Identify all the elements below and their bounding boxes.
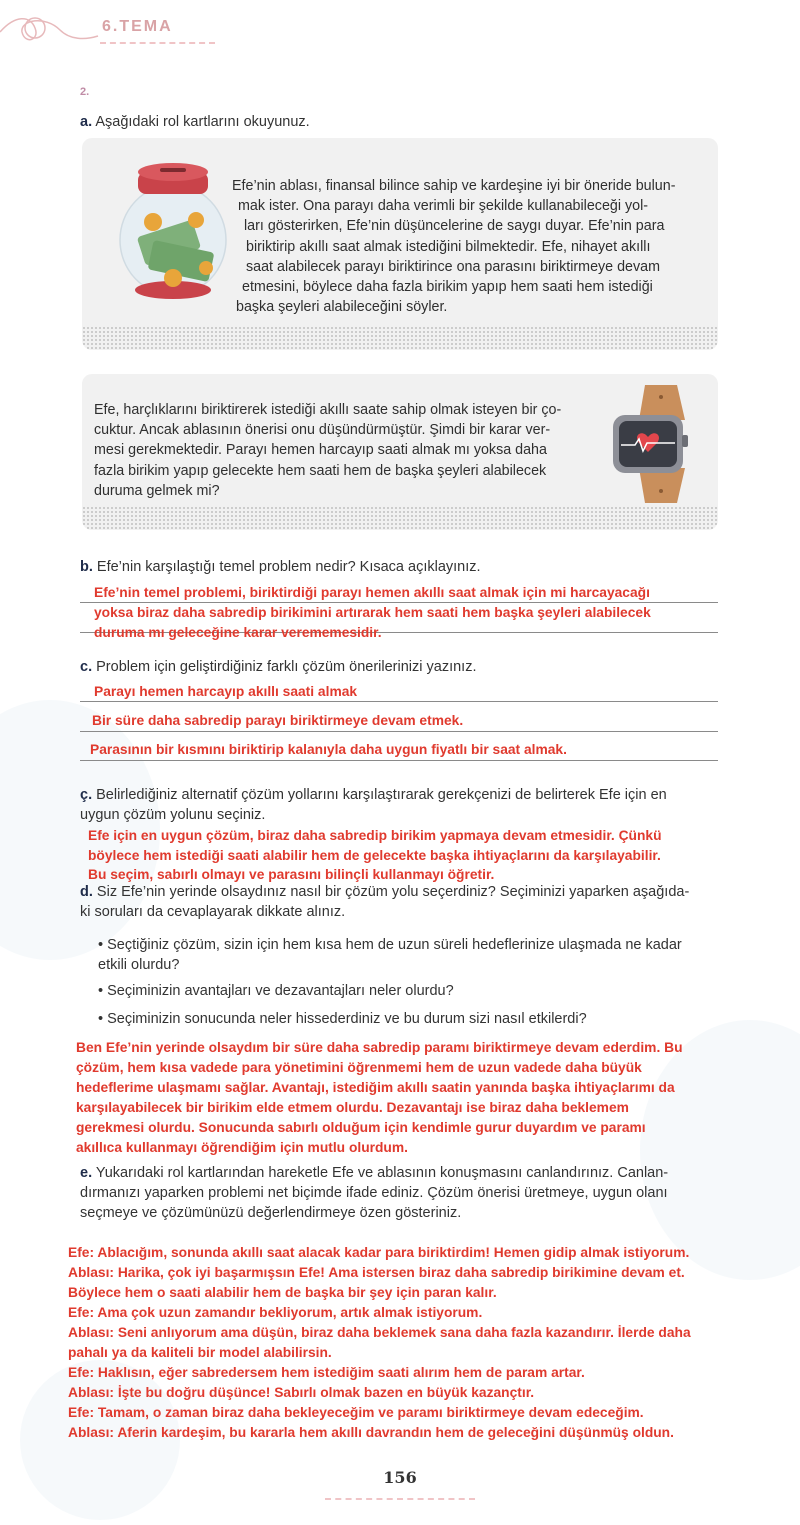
part-c-text: Problem için geliştirdiğiniz farklı çözüm önerilerinizi yazınız. [96,659,477,675]
part-e-text-cont: dırmanızı yaparken problemi net biçimde ifade ediniz. Çözüm önerisi üretmeye, uygun olanı [80,1185,668,1201]
card1-text [232,176,706,317]
part-b-label: b. [80,559,93,575]
part-e-text-cont: seçmeye ve çözümünüzü değerlendirmeye özen gösteriniz. [80,1205,462,1221]
answer-d-line: karşılayabilecek bir birikim elde etmem olurdu. Dezavantajı ise biraz daha beklemem [76,1100,629,1115]
answer-cc-line: böylece hem istediği saati alabilir hem de gelecekte başka ihtiyaçlarını da karşılayabilir. [88,848,661,863]
header-ornament-icon [0,10,100,50]
page-number: 156 [383,1468,417,1487]
dialogue-line: pahalı ya da kaliteli bir model alabilirsin. [68,1345,332,1360]
answer-c-line: Parasının bir kısmını biriktirip kalanıyla daha uygun fiyatlı bir saat almak. [90,742,567,757]
page-header [0,0,800,60]
header-divider [100,42,215,44]
answer-b-line: duruma mı geleceğine karar verememesidir. [94,625,382,640]
answer-d-line: hedeflerime ulaşmamı sağlar. Avantajı, istediğim akıllı saatin yanında başka ihtiyaçlarımı da [76,1080,675,1095]
answer-c-line: Bir süre daha sabredip parayı biriktirmeye devam etmek. [92,713,464,728]
part-a-prompt [80,112,310,132]
background-decoration [640,1020,800,1280]
dialogue-line: Ablası: İşte bu doğru düşünce! Sabırlı olmak bazen en büyük kazançtır. [68,1385,535,1400]
part-cc-text: Belirlediğiniz alternatif çözüm yollarını karşılaştırarak gerekçenizi de belirterek Efe için en [96,787,667,803]
card2-line: duruma gelmek mi? [94,482,220,499]
part-cc-label: ç. [80,787,93,803]
bullet-item: • Seçiminizin avantajları ve dezavantajları neler olurdu? [98,983,454,999]
card2-line: fazla birikim yapıp gelecekte hem saati hem de başka şeyleri alabilecek [94,462,547,479]
part-e-text: Yukarıdaki rol kartlarından hareketle Efe ve ablasının konuşmasını canlandırınız. Canlan- [95,1165,669,1181]
answer-line [80,760,718,761]
dialogue-line: Böylece hem o saati alabilir hem de başka bir şey için paran kalır. [68,1285,497,1300]
question-number: 2. [80,86,90,98]
dialogue-line: Efe: Haklısın, eğer sabredersem hem istediğim saati alırım hem de param artar. [68,1365,585,1380]
card1-line: başka şeyleri alabileceğini söyler. [236,299,448,316]
dialogue-line: Efe: Tamam, o zaman biraz daha bekleyeceğim ve paramı biriktirmeye devam edeceğim. [68,1405,644,1420]
part-b-text: Efe’nin karşılaştığı temel problem nedir? Kısaca açıklayınız. [96,559,481,575]
card-dotted-footer [82,326,718,350]
part-a-text: Aşağıdaki rol kartlarını okuyunuz. [95,114,310,130]
card2-line: cuktur. Ancak ablasının önerisi onu düşündürmüştür. Şimdi bir karar ver- [94,422,551,439]
part-d-text: Siz Efe’nin yerinde olsaydınız nasıl bir çözüm yolu seçerdiniz? Seçiminizi yaparken aşağıda- [96,884,690,900]
footer-divider [325,1498,475,1500]
card1-line: biriktirip akıllı saat almak istediğini bilmektedir. Efe, nihayet akıllı [246,238,651,255]
answer-line [80,731,718,732]
answer-d-line: Ben Efe’nin yerinde olsaydım bir süre daha sabredip paramı biriktirmeye devam ederdim. Bu [76,1040,683,1055]
part-e-prompt [80,1163,668,1183]
bullet-item: • Seçiminizin sonucunda neler hissederdiniz ve bu durum sizi nasıl etkilerdi? [98,1011,587,1027]
part-e-label: e. [80,1165,93,1181]
bullet-item: • Seçtiğiniz çözüm, sizin için hem kısa hem de uzun süreli hedeflerinize ulaşmada ne kadar [98,937,682,953]
answer-cc-line: Efe için en uygun çözüm, biraz daha sabredip birikim yapmaya devam etmesidir. Çünkü [88,828,662,843]
dialogue-line: Efe: Ama çok uzun zamandır bekliyorum, artık almak istiyorum. [68,1305,483,1320]
card1-line: Efe’nin ablası, finansal bilince sahip ve kardeşine iyi bir öneride bulun- [232,178,676,194]
answer-d-line: akıllıca kullanmayı öğrendiğim için mutlu olurdum. [76,1140,408,1155]
answer-d-line: çözüm, hem kısa vadede para yönetimini öğrenmemi hem de uzun vadede daha büyük [76,1060,642,1075]
answer-d-line: gerekmesi olurdu. Sonucunda sabırlı olduğum için kendimle gurur duyardım ve paramı [76,1120,646,1135]
answer-b-line: Efe’nin temel problemi, biriktirdiği parayı hemen akıllı saat almak için mi harcayacağı [94,585,650,600]
card1-line: mak ister. Ona parayı daha verimli bir şekilde kullanabileceği yol- [238,198,649,215]
answer-b-line: yoksa biraz daha sabredip birikimini artırarak hem saati hem başka şeyleri alabilecek [94,605,651,620]
part-cc-text-cont: uygun çözüm yolunu seçiniz. [80,807,266,823]
card1-line: ları gösterirken, Efe’nin düşüncelerine de saygı duyar. Efe’nin para [244,218,665,235]
dialogue-line: Ablası: Harika, çok iyi başarmışsın Efe! Ama istersen biraz daha sabredip birikimine devam et. [68,1265,685,1280]
theme-title: 6.TEMA [102,18,173,35]
card1-line: etmesini, böylece daha fazla birikim yapıp hem saati hem istediği [242,279,653,296]
card2-line: mesi gerekmektedir. Parayı hemen harcayıp saati almak mı yoksa daha [94,442,547,459]
dialogue-line: Ablası: Seni anlıyorum ama düşün, biraz daha beklemek sana daha fazla kazandırır. İlerde daha [68,1325,691,1340]
part-a-label: a. [80,114,93,130]
part-cc-prompt [80,785,667,805]
part-d-prompt [80,882,689,902]
money-jar-icon [118,150,228,300]
card2-text [94,400,600,501]
card2-line: Efe, harçlıklarını biriktirerek istediği akıllı saate sahip olmak isteyen bir ço- [94,402,562,418]
part-d-label: d. [80,884,93,900]
part-c-label: c. [80,659,93,675]
dialogue-line: Ablası: Aferin kardeşim, bu kararla hem akıllı davrandın hem de geleceğini düşünmüş oldun. [68,1425,674,1440]
dialogue-line: Efe: Ablacığım, sonunda akıllı saat alacak kadar para biriktirdim! Hemen gidip almak istiyorum. [68,1245,690,1260]
part-c-prompt [80,657,476,677]
card1-line: saat alabilecek parayı biriktirince ona parasını biriktirmeye devam [246,258,661,275]
answer-c-line: Parayı hemen harcayıp akıllı saati almak [94,684,358,699]
smart-watch-icon [605,385,710,503]
card-dotted-footer [82,506,718,530]
bullet-item-cont: etkili olurdu? [98,957,180,973]
part-b-prompt [80,557,481,577]
answer-cc-line: Bu seçim, sabırlı olmayı ve parasını bilinçli kullanmayı öğretir. [88,867,495,882]
part-d-text-cont: ki soruları da cevaplayarak dikkate alınız. [80,904,346,920]
